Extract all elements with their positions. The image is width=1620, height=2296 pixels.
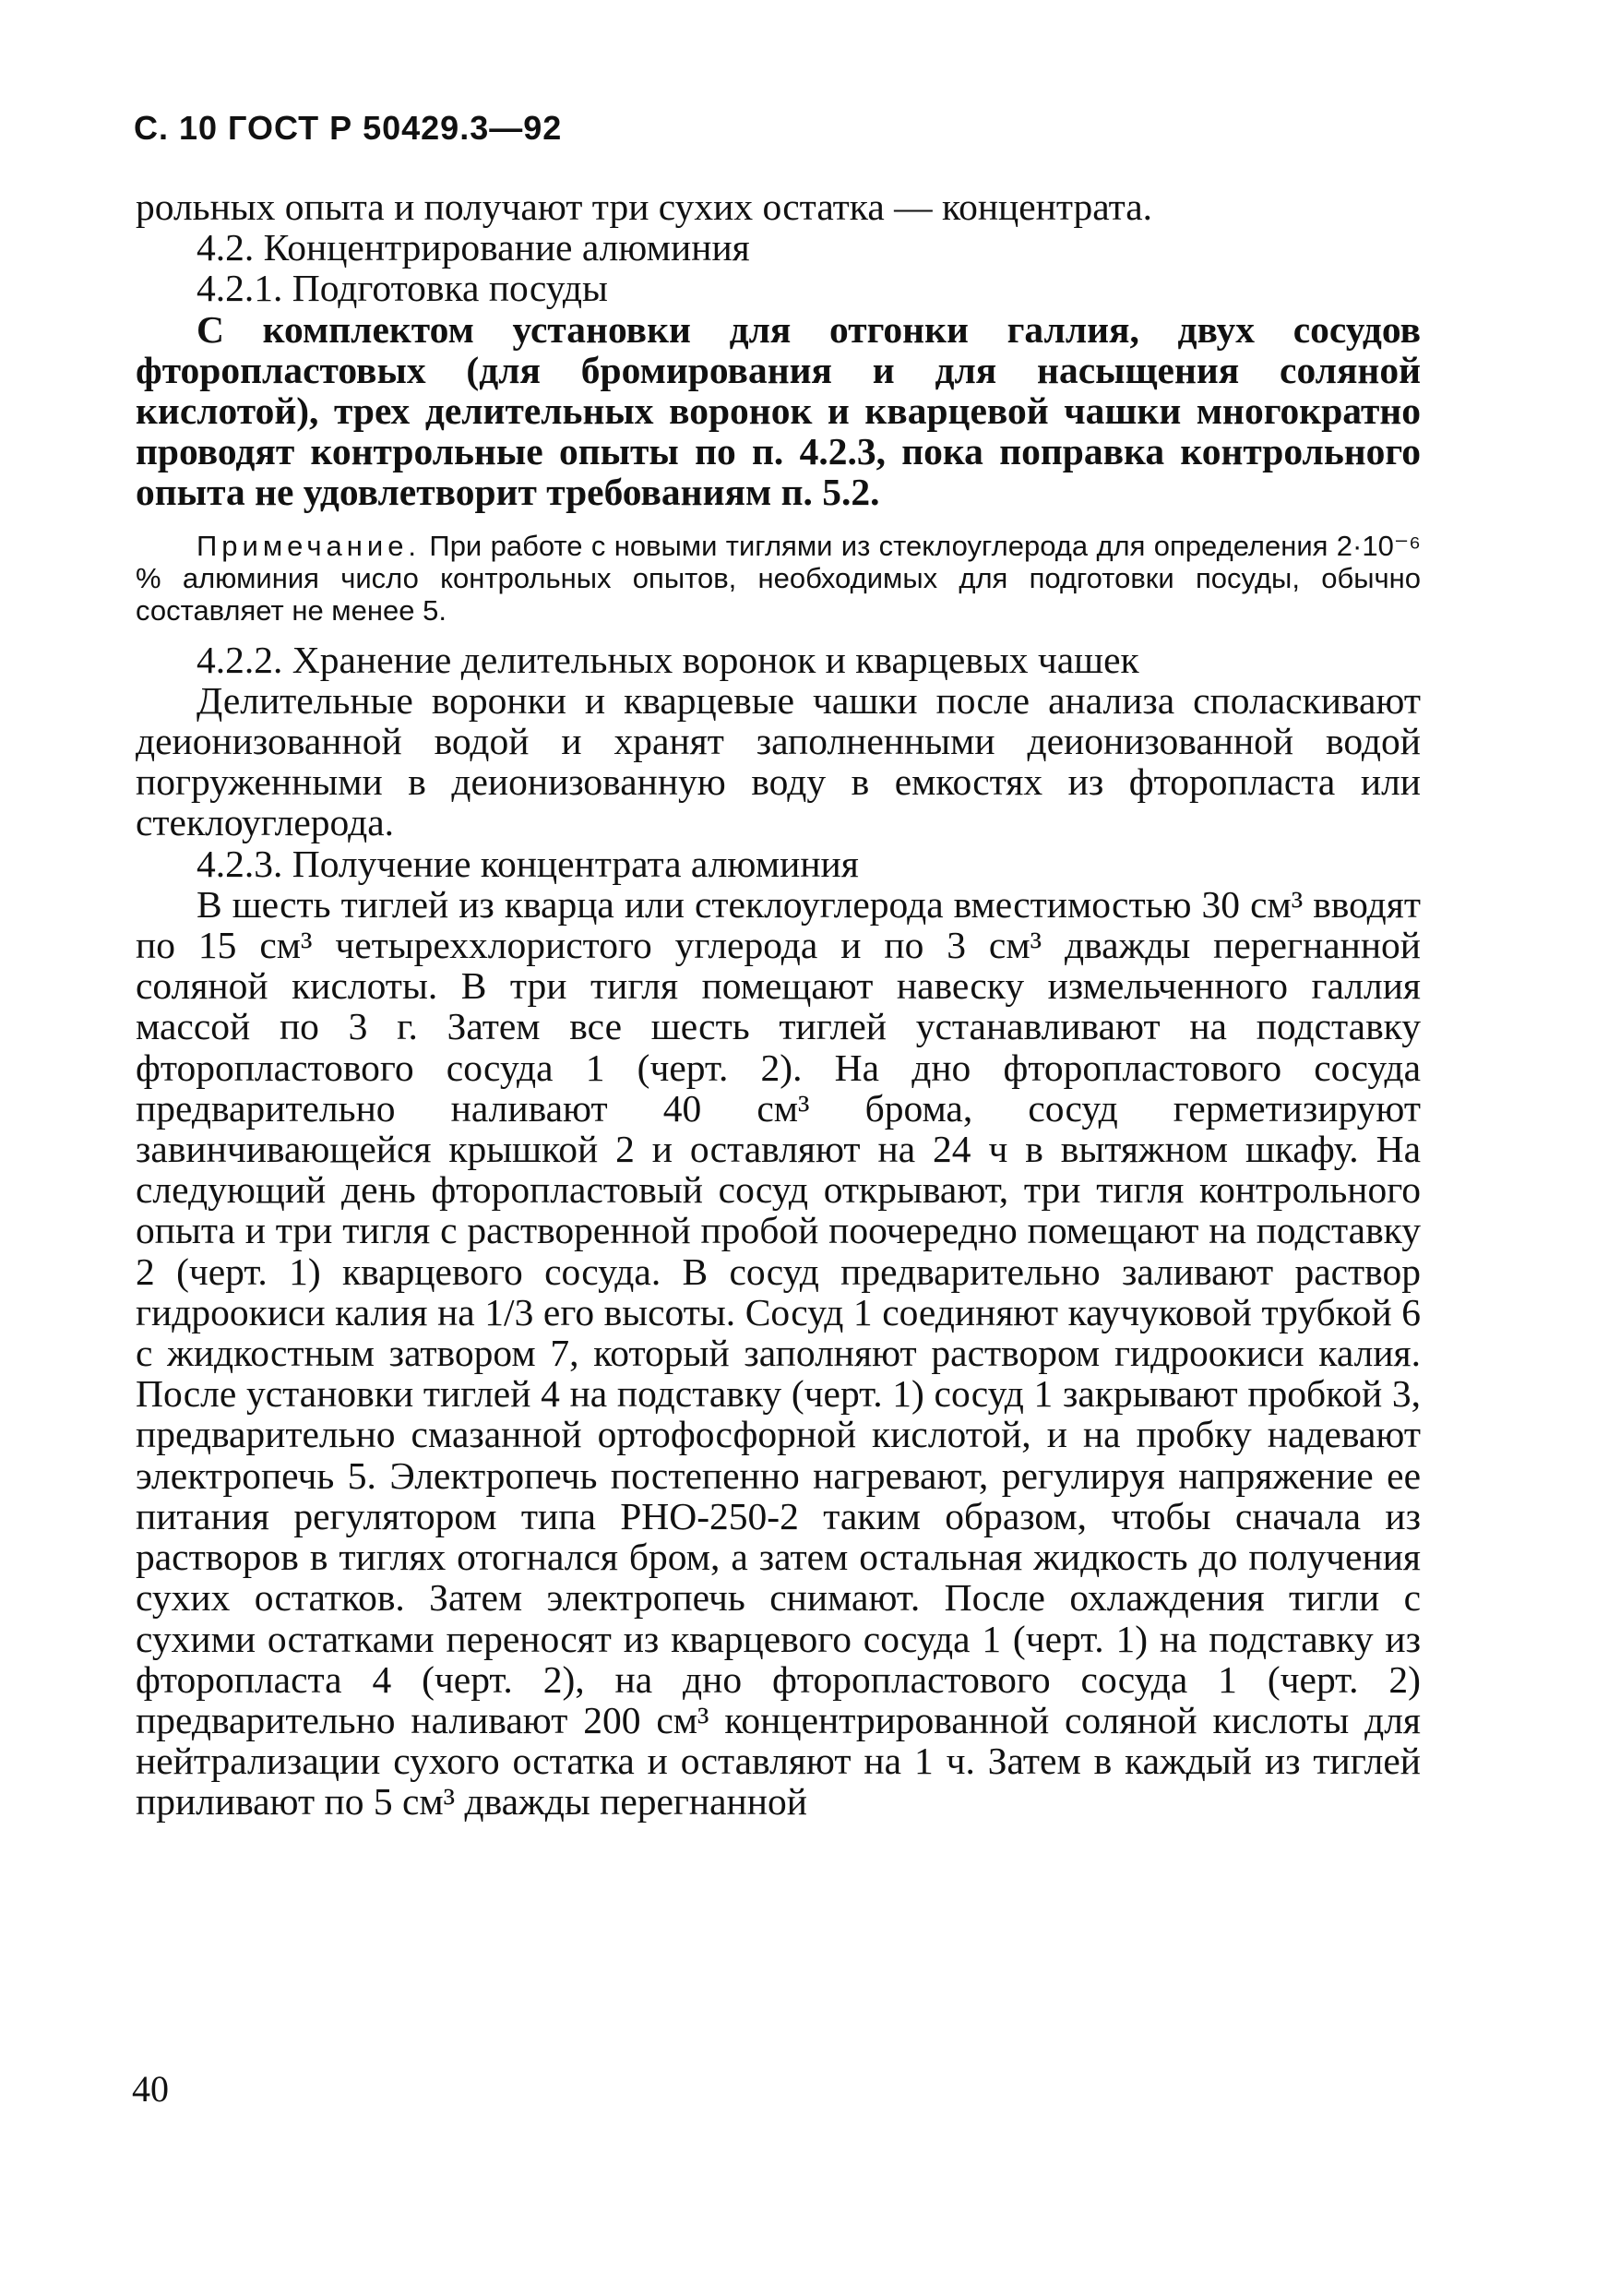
paragraph-storage: Делительные воронки и кварцевые чашки после анализа споласкивают деионизованной водой и хранят заполненными деионизованной водой погруженными в деионизованную воду в емкостях из фторопласта или стеклоуглерода. — [136, 678, 1421, 844]
page-header: С. 10 ГОСТ Р 50429.3—92 — [134, 109, 563, 147]
section-heading-4-2-1: 4.2.1. Подготовка посуды — [197, 267, 608, 310]
body-text — [136, 186, 1421, 1823]
note — [136, 530, 1421, 627]
paragraph-concentrate: В шесть тиглей из кварца или стеклоуглерода вместимостью 30 см³ вводят по 15 см³ четыреххлористого углерода и по 3 см³ дважды перегнанной соляной кислоты. В три тигля помещают навеску измельченного галлия массой по 3 г. Затем все шесть тиглей устанавливают на подставку фторопластового сосуда 1 (черт. 2). На дно фторопластового сосуда предварительно наливают 40 см³ брома, сосуд герметизируют завинчивающейся крышкой 2 и оставляют на 24 ч в вытяжном шкафу. На следующий день фторопластовый сосуд открывают, три тигля контрольного опыта и три тигля с растворенной пробой поочередно помещают на подставку 2 (черт. 1) кварцевого сосуда. В сосуд предварительно заливают раствор гидроокиси калия на 1/3 его высоты. Сосуд 1 соединяют каучуковой трубкой 6 с жидкостным затвором 7, который заполняют раствором гидроокиси калия. После установки тиглей 4 на подставку (черт. 1) сосуд 1 закрывают пробкой 3, предварительно смазанной ортофосфорной кислотой, и на пробку надевают электропечь 5. Электропечь постепенно нагревают, регулируя напряжение ее питания регулятором типа РНО-250-2 таким образом, чтобы сначала из растворов в тиглях отогнался бром, а затем остальная жидкость до получения сухих остатков. Затем электропечь снимают. После охлаждения тигли с сухими остатками переносят из кварцевого сосуда 1 (черт. 1) на подставку из фторопласта 4 (черт. 2), на дно фторопластового сосуда 1 (черт. 2) предварительно наливают 200 см³ концентрированной соляной кислоты для нейтрализации сухого остатка и оставляют на 1 ч. Затем в каждый из тиглей приливают по 5 см³ дважды перегнанной — [136, 882, 1421, 1824]
note-label: Примечание. — [197, 529, 422, 562]
page-number: 40 — [132, 2068, 169, 2110]
paragraph-control-experiments: С комплектом установки для отгонки галлия, двух сосудов фторопластовых (для бромирования и для насыщения соляной кислотой), трех делительных воронок и кварцевой чашки многократно проводят контрольные опыты по п. 4.2.3, пока поправка контрольного опыта не удовлетворит требованиям п. 5.2. — [136, 307, 1421, 514]
section-heading-4-2: 4.2. Концентрирование алюминия — [197, 226, 750, 269]
paragraph-continuation: рольных опыта и получают три сухих остатка — концентрата. — [136, 185, 1153, 228]
note-text: При работе с новыми тиглями из стеклоуглерода для определения 2·10⁻⁶ % алюминия число контрольных опытов, необходимых для подготовки посуды, обычно составляет не менее 5. — [136, 529, 1421, 627]
section-heading-4-2-3: 4.2.3. Получение концентрата алюминия — [197, 842, 859, 885]
section-heading-4-2-2: 4.2.2. Хранение делительных воронок и кварцевых чашек — [197, 638, 1139, 681]
